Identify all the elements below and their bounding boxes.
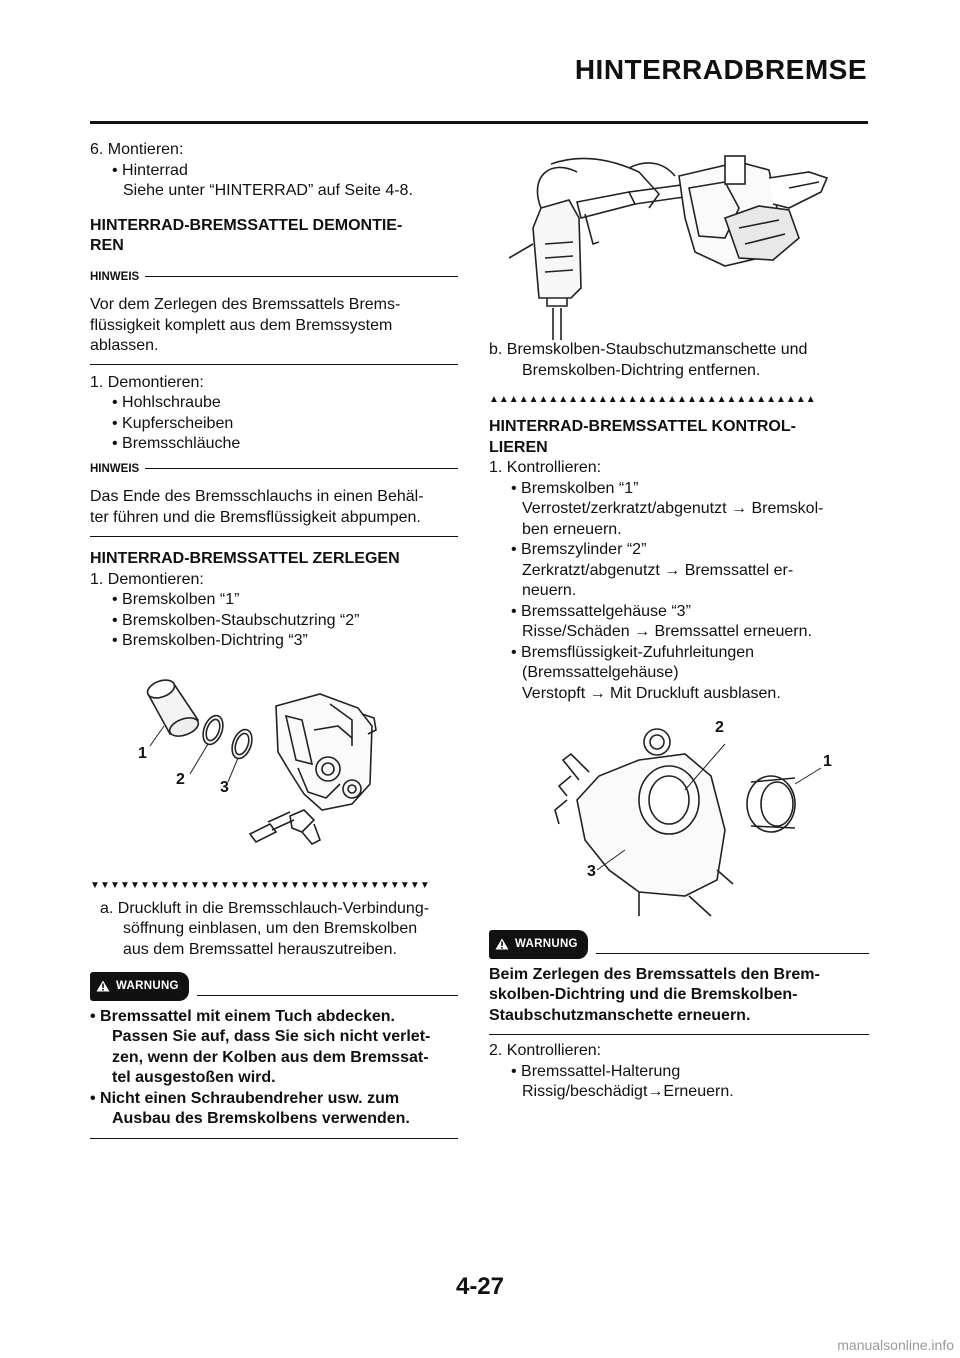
step-b-l1: b. Bremskolben-Staubschutzmanschette und xyxy=(489,341,808,358)
step-a-l3: aus dem Bremssattel herauszutreiben. xyxy=(123,940,397,958)
step-6-reference: Siehe unter “HINTERRAD” auf Seite 4-8. xyxy=(123,182,413,199)
step-1-label: 1. Demontieren: xyxy=(90,570,204,588)
note-text-l1: Vor dem Zerlegen des Bremssattels Brems- xyxy=(90,296,401,313)
step-a-l1: a. Druckluft in die Bremsschlauch-Verbindung- xyxy=(100,899,430,917)
list-item: • Bremskolben-Dichtring “3” xyxy=(112,632,308,649)
page-header xyxy=(0,0,960,125)
note-label: HINWEIS xyxy=(90,459,458,480)
note-text-l2: ter führen und die Bremsflüssigkeit abpumpen. xyxy=(90,508,421,526)
footer-watermark: manualsonline.info xyxy=(837,1337,954,1353)
warning-label xyxy=(90,972,458,1001)
warning-label xyxy=(489,930,869,959)
left-column xyxy=(90,140,458,1139)
step-b-l2: Bremskolben-Dichtring entfernen. xyxy=(522,361,761,379)
air-gun-figure xyxy=(489,148,869,340)
section-heading-zerlegen: HINTERRAD-BREMSSATTEL ZERLEGEN xyxy=(90,550,400,567)
list-item-detail: Rissig/beschädigt→Erneuern. xyxy=(522,1083,734,1100)
figure-callout: 3 xyxy=(587,863,596,880)
caliper-inspection-figure xyxy=(489,720,869,920)
list-item-detail: Verrostet/zerkratzt/abgenutzt → Bremskol- xyxy=(522,500,824,517)
step-2-label: 2. Kontrollieren: xyxy=(489,1042,602,1059)
list-item: • Hohlschraube xyxy=(112,394,221,411)
figure-callout: 1 xyxy=(823,753,832,770)
caliper-exploded-illustration xyxy=(90,664,458,879)
page-title: HINTERRADBREMSE xyxy=(574,54,867,85)
header-rule xyxy=(90,121,868,124)
step-a-l2: söffnung einblasen, um den Bremskolben xyxy=(123,920,418,937)
figure-callout: 2 xyxy=(176,770,185,788)
start-marker-row: ▼▼▼▼▼▼▼▼▼▼▼▼▼▼▼▼▼▼▼▼▼▼▼▼▼▼▼▼▼▼▼▼▼▼ xyxy=(90,880,430,891)
figure-callout: 1 xyxy=(138,744,147,762)
step-6-label: 6. Montieren: xyxy=(90,141,184,158)
caliper-disassembly-figure xyxy=(90,664,458,879)
page-number: 4-27 xyxy=(455,1273,505,1300)
list-item: • Bremskolben-Staubschutzring “2” xyxy=(112,611,360,629)
list-item: • Bremsflüssigkeit-Zufuhrleitungen xyxy=(511,643,755,661)
warning-end-rule xyxy=(90,1138,458,1139)
list-item: • Bremssattel-Halterung xyxy=(511,1062,681,1080)
step-6-bullet: • Hinterrad xyxy=(112,161,188,179)
section-heading-demontieren-l1: HINTERRAD-BREMSSATTEL DEMONTIE- xyxy=(90,216,403,234)
list-item: • Bremsschläuche xyxy=(112,435,241,452)
step-1-label: 1. Demontieren: xyxy=(90,373,204,391)
section-heading-demontieren-l2: REN xyxy=(90,237,124,254)
list-item-detail: Risse/Schäden → Bremssattel erneuern. xyxy=(522,623,812,640)
list-item: • Bremssattelgehäuse “3” xyxy=(511,602,691,620)
warning-triangle-icon xyxy=(96,980,110,992)
warning-triangle-icon xyxy=(495,938,509,950)
list-item-detail: ben erneuern. xyxy=(522,520,622,538)
note-label: HINWEIS xyxy=(90,267,458,288)
list-item: • Kupferscheiben xyxy=(112,414,234,432)
figure-callout: 2 xyxy=(715,719,724,736)
list-item-detail: Verstopft → Mit Druckluft ausblasen. xyxy=(522,684,781,702)
warning-badge: WARNUNG xyxy=(90,972,189,1001)
step-1-label: 1. Kontrollieren: xyxy=(489,459,602,476)
end-marker-row: ▲▲▲▲▲▲▲▲▲▲▲▲▲▲▲▲▲▲▲▲▲▲▲▲▲▲▲▲▲▲▲▲▲ xyxy=(489,395,816,405)
warning-badge: WARNUNG xyxy=(489,930,588,959)
figure-callout: 3 xyxy=(220,778,229,796)
note-text-l2: flüssigkeit komplett aus dem Bremssystem xyxy=(90,316,393,334)
note-text-l1: Das Ende des Bremsschlauchs in einen Behäl- xyxy=(90,488,424,505)
warning-text: • Bremssattel mit einem Tuch abdecken. Passen Sie auf, dass Sie sich nicht verlet- zen, wenn der Kolben aus dem Bremssat- tel ausgestoßen wird. • Nicht einen Schraubendreher usw. zum Ausbau des Bremskolbens verwenden. xyxy=(90,1007,431,1127)
list-item: • Bremszylinder “2” xyxy=(511,541,647,558)
list-item: • Bremskolben “1” xyxy=(112,591,240,608)
list-item: • Bremskolben “1” xyxy=(511,479,639,497)
right-column xyxy=(489,148,869,1103)
caliper-inspection-illustration xyxy=(489,720,869,920)
warning-text: Beim Zerlegen des Bremssattels den Brem- skolben-Dichtring und die Bremskolben- Staubschutzmanschette erneuern. xyxy=(489,965,820,1024)
list-item-detail: Zerkratzt/abgenutzt → Bremssattel er- xyxy=(522,561,794,579)
list-item-detail: neuern. xyxy=(522,582,577,599)
air-gun-illustration xyxy=(489,148,869,340)
note-text-l3: ablassen. xyxy=(90,337,159,354)
section-heading-kontrollieren-l2: LIEREN xyxy=(489,438,548,456)
list-item-detail: (Bremssattelgehäuse) xyxy=(522,664,679,681)
section-heading-kontrollieren-l1: HINTERRAD-BREMSSATTEL KONTROL- xyxy=(489,418,796,435)
